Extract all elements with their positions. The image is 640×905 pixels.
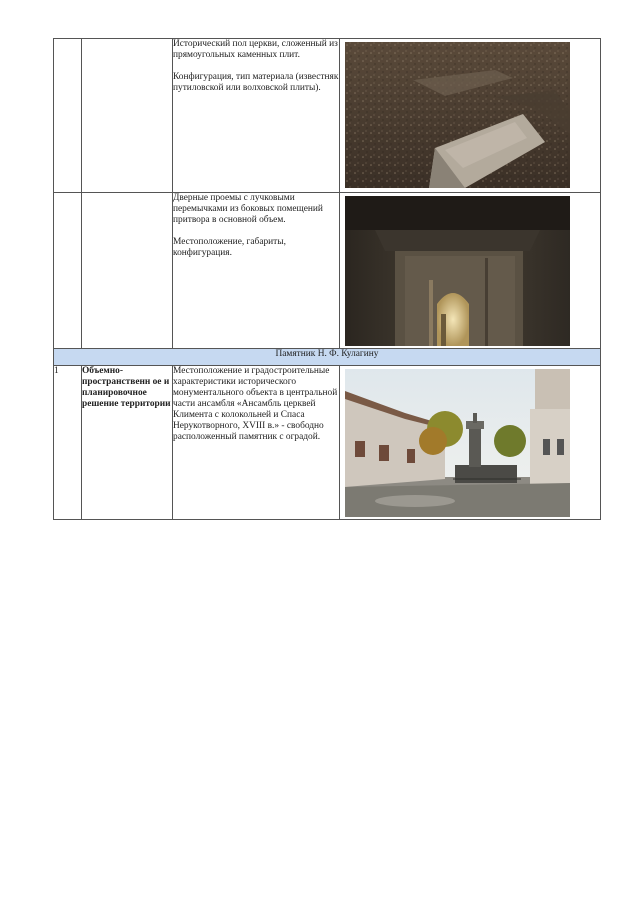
row-number: [54, 193, 82, 349]
description-paragraph: Конфигурация, тип материала (известняк путиловской или волховской плиты).: [173, 72, 339, 93]
row-photo-cell: [340, 366, 601, 520]
table-row: [54, 366, 601, 520]
description-paragraph: Исторический пол церкви, сложенный из прямоугольных каменных плит.: [173, 39, 338, 60]
doorway-photo: [345, 196, 570, 346]
row-element: Объемно-пространственн ое и планировочное решение территории: [82, 366, 173, 520]
description-paragraph: Местоположение, габариты, конфигурация.: [173, 237, 286, 258]
section-heading: Памятник Н. Ф. Кулагину: [54, 349, 601, 366]
row-element: [82, 39, 173, 193]
row-element: [82, 193, 173, 349]
section-heading-row: [54, 349, 601, 366]
characteristics-table: [53, 38, 601, 520]
row-photo-cell: [340, 193, 601, 349]
stone-floor-photo: [345, 42, 570, 188]
row-description: [173, 193, 340, 349]
row-number: 1: [54, 366, 82, 520]
table-row: [54, 39, 601, 193]
monument-photo: [345, 369, 570, 517]
row-description: [173, 39, 340, 193]
description-paragraph: Местоположение и градостроительные характеристики исторического монументального объекта в центральной части ансамбля «Ансамбль церквей Климента с колокольней и Спаса Нерукотворного, XVIII в.» - свободно расположенный памятник с оградой.: [173, 366, 338, 442]
row-photo-cell: [340, 39, 601, 193]
row-number: [54, 39, 82, 193]
row-description: [173, 366, 340, 520]
description-paragraph: Дверные проемы с лучковыми перемычками из боковых помещений притвора в основной объем.: [173, 193, 323, 225]
table-row: [54, 193, 601, 349]
